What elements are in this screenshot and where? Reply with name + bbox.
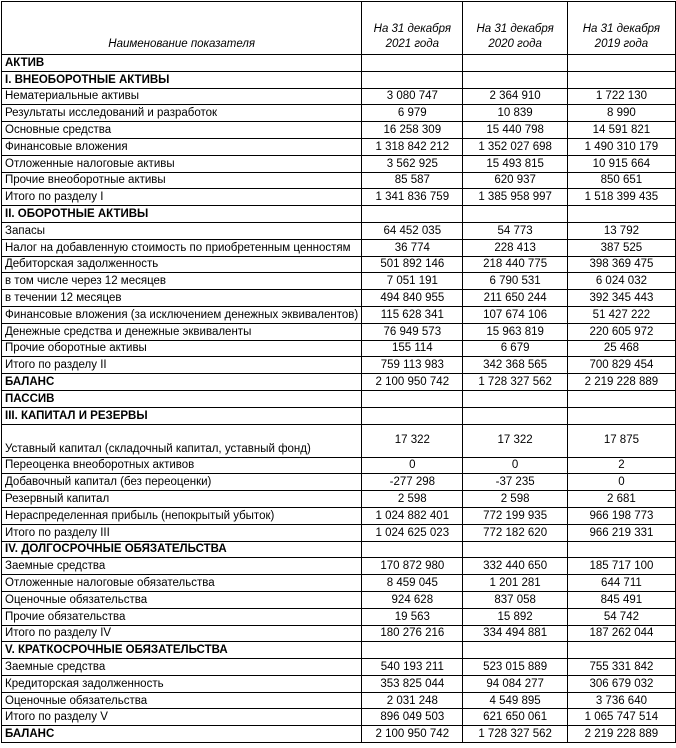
- value-2020: 4 549 895: [463, 692, 567, 709]
- row-label: Нематериальные активы: [2, 88, 362, 105]
- value-2019: [567, 71, 675, 88]
- table-row: [2, 306, 676, 323]
- value-2021: 2 031 248: [362, 692, 463, 709]
- value-2021: [362, 206, 463, 223]
- table-row: [2, 541, 676, 558]
- table-row: [2, 625, 676, 642]
- table-row: [2, 390, 676, 407]
- value-2021: 155 114: [362, 340, 463, 357]
- table-row: [2, 290, 676, 307]
- row-label: Резервный капитал: [2, 491, 362, 508]
- value-2021: 76 949 573: [362, 323, 463, 340]
- table-row: [2, 172, 676, 189]
- value-2020: 211 650 244: [463, 290, 567, 307]
- value-2021: 3 080 747: [362, 88, 463, 105]
- table-body: [2, 55, 676, 743]
- row-label: I. ВНЕОБОРОТНЫЕ АКТИВЫ: [2, 71, 362, 88]
- value-2021: [362, 55, 463, 72]
- value-2019: 966 219 331: [567, 524, 675, 541]
- value-2021: 2 100 950 742: [362, 726, 463, 743]
- row-label: V. КРАТКОСРОЧНЫЕ ОБЯЗАТЕЛЬСТВА: [2, 642, 362, 659]
- row-label: БАЛАНС: [2, 726, 362, 743]
- row-label: IV. ДОЛГОСРОЧНЫЕ ОБЯЗАТЕЛЬСТВА: [2, 541, 362, 558]
- table-row: [2, 524, 676, 541]
- value-2019: 966 198 773: [567, 507, 675, 524]
- row-label: в течении 12 месяцев: [2, 290, 362, 307]
- table-row: [2, 206, 676, 223]
- table-row: [2, 138, 676, 155]
- row-label: Итого по разделу IV: [2, 625, 362, 642]
- row-label: Финансовые вложения (за исключением денежных эквивалентов): [2, 306, 362, 323]
- value-2020: 334 494 881: [463, 625, 567, 642]
- value-2020: 218 440 775: [463, 256, 567, 273]
- value-2020: 15 892: [463, 608, 567, 625]
- value-2019: 14 591 821: [567, 122, 675, 139]
- value-2019: 644 711: [567, 575, 675, 592]
- value-2021: 7 051 191: [362, 273, 463, 290]
- value-2021: 2 100 950 742: [362, 374, 463, 391]
- value-2019: 2 219 228 889: [567, 374, 675, 391]
- value-2021: 180 276 216: [362, 625, 463, 642]
- value-2021: 501 892 146: [362, 256, 463, 273]
- value-2020: 342 368 565: [463, 357, 567, 374]
- value-2020: 107 674 106: [463, 306, 567, 323]
- table-row: [2, 591, 676, 608]
- row-label: Запасы: [2, 222, 362, 239]
- value-2021: 759 113 983: [362, 357, 463, 374]
- value-2020: 1 352 027 698: [463, 138, 567, 155]
- value-2019: 1 490 310 179: [567, 138, 675, 155]
- value-2020: 837 058: [463, 591, 567, 608]
- value-2021: 64 452 035: [362, 222, 463, 239]
- balance-sheet-table: [1, 1, 676, 743]
- value-2020: 772 182 620: [463, 524, 567, 541]
- value-2020: 54 773: [463, 222, 567, 239]
- value-2019: 2 681: [567, 491, 675, 508]
- value-2020: [463, 642, 567, 659]
- row-label: Итого по разделу III: [2, 524, 362, 541]
- value-2020: [463, 206, 567, 223]
- value-2019: 0: [567, 474, 675, 491]
- value-2021: 6 979: [362, 105, 463, 122]
- value-2021: 924 628: [362, 591, 463, 608]
- value-2021: [362, 541, 463, 558]
- value-2019: 17 875: [567, 424, 675, 457]
- table-row: [2, 642, 676, 659]
- value-2021: 1 318 842 212: [362, 138, 463, 155]
- row-label: Заемные средства: [2, 659, 362, 676]
- row-label: Финансовые вложения: [2, 138, 362, 155]
- row-label: Налог на добавленную стоимость по приобретенным ценностям: [2, 239, 362, 256]
- table-row: [2, 239, 676, 256]
- row-label: Отложенные налоговые активы: [2, 155, 362, 172]
- value-2019: 185 717 100: [567, 558, 675, 575]
- row-label: Прочие обязательства: [2, 608, 362, 625]
- table-row: [2, 340, 676, 357]
- value-2019: 387 525: [567, 239, 675, 256]
- row-label: Добавочный капитал (без переоценки): [2, 474, 362, 491]
- value-2020: -37 235: [463, 474, 567, 491]
- table-row: [2, 457, 676, 474]
- value-2020: 6 679: [463, 340, 567, 357]
- value-2020: 0: [463, 457, 567, 474]
- value-2021: -277 298: [362, 474, 463, 491]
- row-label: Прочие оборотные активы: [2, 340, 362, 357]
- value-2021: 3 562 925: [362, 155, 463, 172]
- value-2020: 2 598: [463, 491, 567, 508]
- table-row: [2, 357, 676, 374]
- value-2019: 1 722 130: [567, 88, 675, 105]
- value-2019: 1 065 747 514: [567, 709, 675, 726]
- row-label: Переоценка внеоборотных активов: [2, 457, 362, 474]
- value-2021: 353 825 044: [362, 675, 463, 692]
- header-2020: На 31 декабря 2020 года: [463, 2, 567, 55]
- value-2020: 621 650 061: [463, 709, 567, 726]
- value-2019: 187 262 044: [567, 625, 675, 642]
- row-label: в том числе через 12 месяцев: [2, 273, 362, 290]
- value-2021: 36 774: [362, 239, 463, 256]
- table-row: [2, 122, 676, 139]
- header-row: [2, 2, 676, 55]
- value-2019: 13 792: [567, 222, 675, 239]
- value-2021: 85 587: [362, 172, 463, 189]
- table-row: [2, 491, 676, 508]
- table-row: [2, 323, 676, 340]
- value-2021: 2 598: [362, 491, 463, 508]
- value-2019: 6 024 032: [567, 273, 675, 290]
- table-row: [2, 474, 676, 491]
- value-2021: 170 872 980: [362, 558, 463, 575]
- table-row: [2, 71, 676, 88]
- table-row: [2, 273, 676, 290]
- row-label: Оценочные обязательства: [2, 591, 362, 608]
- row-label: Дебиторская задолженность: [2, 256, 362, 273]
- row-label: Основные средства: [2, 122, 362, 139]
- value-2020: 620 937: [463, 172, 567, 189]
- table-row: [2, 726, 676, 743]
- value-2020: 1 728 327 562: [463, 374, 567, 391]
- value-2021: 16 258 309: [362, 122, 463, 139]
- value-2020: 1 385 958 997: [463, 189, 567, 206]
- table-row: [2, 55, 676, 72]
- value-2021: 1 024 625 023: [362, 524, 463, 541]
- value-2019: 3 736 640: [567, 692, 675, 709]
- table-row: [2, 256, 676, 273]
- value-2019: [567, 642, 675, 659]
- value-2020: [463, 55, 567, 72]
- table-row: [2, 709, 676, 726]
- value-2020: [463, 390, 567, 407]
- value-2020: 1 728 327 562: [463, 726, 567, 743]
- table-row: [2, 88, 676, 105]
- value-2020: 1 201 281: [463, 575, 567, 592]
- value-2019: 220 605 972: [567, 323, 675, 340]
- value-2020: 10 839: [463, 105, 567, 122]
- row-label: Прочие внеоборотные активы: [2, 172, 362, 189]
- value-2021: [362, 71, 463, 88]
- row-label: Итого по разделу V: [2, 709, 362, 726]
- header-2021: На 31 декабря 2021 года: [362, 2, 463, 55]
- row-label: Итого по разделу I: [2, 189, 362, 206]
- value-2019: [567, 541, 675, 558]
- value-2020: 2 364 910: [463, 88, 567, 105]
- row-label: Отложенные налоговые обязательства: [2, 575, 362, 592]
- table-row: [2, 105, 676, 122]
- value-2021: 115 628 341: [362, 306, 463, 323]
- row-label: Кредиторская задолженность: [2, 675, 362, 692]
- value-2021: [362, 642, 463, 659]
- value-2020: 6 790 531: [463, 273, 567, 290]
- value-2020: 523 015 889: [463, 659, 567, 676]
- value-2021: 17 322: [362, 424, 463, 457]
- value-2019: [567, 390, 675, 407]
- value-2021: 8 459 045: [362, 575, 463, 592]
- value-2019: 850 651: [567, 172, 675, 189]
- value-2020: 17 322: [463, 424, 567, 457]
- table-row: [2, 575, 676, 592]
- row-label: Нераспределенная прибыль (непокрытый убыток): [2, 507, 362, 524]
- table-row: [2, 608, 676, 625]
- table-row: [2, 222, 676, 239]
- value-2020: 332 440 650: [463, 558, 567, 575]
- value-2019: 398 369 475: [567, 256, 675, 273]
- header-2019: На 31 декабря 2019 года: [567, 2, 675, 55]
- value-2021: 494 840 955: [362, 290, 463, 307]
- value-2019: 10 915 664: [567, 155, 675, 172]
- value-2021: 19 563: [362, 608, 463, 625]
- value-2020: 228 413: [463, 239, 567, 256]
- value-2020: 15 440 798: [463, 122, 567, 139]
- table-row: [2, 558, 676, 575]
- value-2021: 1 024 882 401: [362, 507, 463, 524]
- value-2019: 392 345 443: [567, 290, 675, 307]
- value-2021: [362, 390, 463, 407]
- row-label: II. ОБОРОТНЫЕ АКТИВЫ: [2, 206, 362, 223]
- value-2021: [362, 407, 463, 424]
- value-2020: [463, 541, 567, 558]
- table-row: [2, 189, 676, 206]
- table-row: [2, 507, 676, 524]
- table-row: [2, 424, 676, 457]
- row-label: Оценочные обязательства: [2, 692, 362, 709]
- row-label: АКТИВ: [2, 55, 362, 72]
- table-row: [2, 407, 676, 424]
- row-label: III. КАПИТАЛ И РЕЗЕРВЫ: [2, 407, 362, 424]
- value-2021: 0: [362, 457, 463, 474]
- value-2020: [463, 71, 567, 88]
- value-2019: 700 829 454: [567, 357, 675, 374]
- value-2020: 94 084 277: [463, 675, 567, 692]
- value-2020: 772 199 935: [463, 507, 567, 524]
- row-label: Денежные средства и денежные эквиваленты: [2, 323, 362, 340]
- table-row: [2, 692, 676, 709]
- value-2019: 8 990: [567, 105, 675, 122]
- value-2019: [567, 407, 675, 424]
- value-2019: [567, 55, 675, 72]
- value-2021: 896 049 503: [362, 709, 463, 726]
- value-2020: 15 963 819: [463, 323, 567, 340]
- table-row: [2, 659, 676, 676]
- row-label: Уставный капитал (складочный капитал, уставный фонд): [2, 424, 362, 457]
- value-2021: 540 193 211: [362, 659, 463, 676]
- value-2019: 25 468: [567, 340, 675, 357]
- row-label: Итого по разделу II: [2, 357, 362, 374]
- value-2021: 1 341 836 759: [362, 189, 463, 206]
- table-row: [2, 675, 676, 692]
- value-2019: 306 679 032: [567, 675, 675, 692]
- row-label: ПАССИВ: [2, 390, 362, 407]
- value-2019: 2 219 228 889: [567, 726, 675, 743]
- row-label: БАЛАНС: [2, 374, 362, 391]
- value-2020: [463, 407, 567, 424]
- row-label: Заемные средства: [2, 558, 362, 575]
- value-2019: 2: [567, 457, 675, 474]
- value-2019: [567, 206, 675, 223]
- value-2019: 845 491: [567, 591, 675, 608]
- table-row: [2, 155, 676, 172]
- value-2020: 15 493 815: [463, 155, 567, 172]
- header-name: Наименование показателя: [2, 2, 362, 55]
- value-2019: 755 331 842: [567, 659, 675, 676]
- row-label: Результаты исследований и разработок: [2, 105, 362, 122]
- table-row: [2, 374, 676, 391]
- value-2019: 1 518 399 435: [567, 189, 675, 206]
- value-2019: 51 427 222: [567, 306, 675, 323]
- value-2019: 54 742: [567, 608, 675, 625]
